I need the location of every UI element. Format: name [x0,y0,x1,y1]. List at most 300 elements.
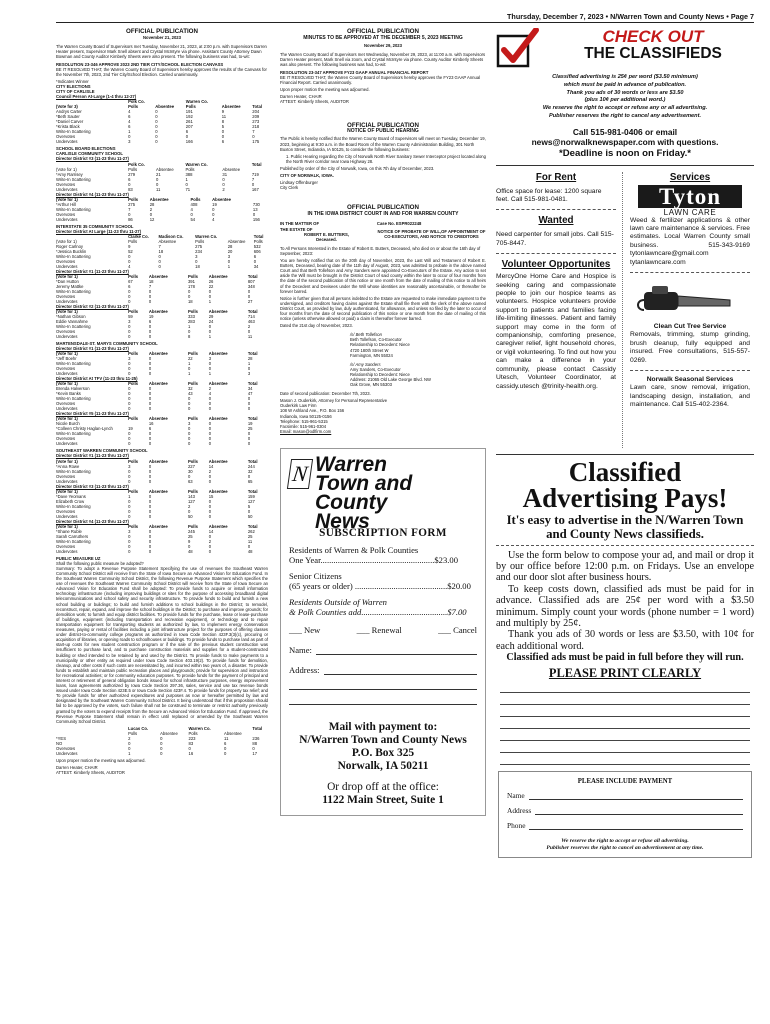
public-measure-question: Shall the following public measure be adopted? [56,560,144,566]
winner-note: *Indicates Winner [56,78,89,84]
table-cell: 0 [160,745,163,751]
table-cell: 3 [208,356,212,362]
table-cell: 273 [252,119,260,125]
table-cell: Absentee [208,416,228,422]
table-cell: 0 [148,498,152,504]
attorney-line-6: Facsimile: 515-961-0304 [280,423,327,429]
race-i35-at-large: Director District At Large (11-23 thru 11-27) [56,228,142,234]
table-cell: Write-In Scattering [56,538,91,544]
hearing-published: Published by order of the City of Norwalk, Iowa, on this 7th day of December, 2023. [280,165,435,171]
table-cell: 0 [128,298,131,304]
deadline-note: *Deadline is noon on Friday.* [558,147,692,159]
table-cell: 0 [208,401,212,407]
table-cell: 0 [208,426,212,432]
table-cell: 0 [148,503,152,509]
classifieds-title: THE CLASSIFIEDS [584,45,722,62]
table-cell: 16 [148,421,154,427]
table-cell: Polls [128,523,139,529]
table-cell: Total [247,273,258,279]
table-cell: 7 [252,129,255,135]
table-cell: 2 [208,386,212,392]
minutes-subheading: MINUTES TO BE APPROVED AT THE DECEMBER 5, 2023 MEETING [303,35,463,42]
office-address: 1122 Main Street, Suite 1 [322,793,444,806]
table-cell: 127 [247,498,255,504]
table-cell: 218 [252,124,260,130]
race-sew-d3: Director District #3 (11-23 thru 11-27) [56,483,129,489]
classified-instructions-3: Thank you ads of 30 words or less are $3.50, with 10¢ for each additional word. [496,629,754,652]
table-cell: 192 [185,114,193,120]
table-cell: 244 [247,463,255,469]
table-cell: 6 [128,114,131,120]
ad-write-line[interactable] [500,741,750,753]
table-cell: 0 [148,401,152,407]
classified-instructions-4: Classified ads must be paid in full before they will run. [506,652,744,664]
table-cell: 0 [187,543,191,549]
table-cell: 11 [155,186,161,192]
name-field[interactable] [289,645,477,655]
ad-compose-lines[interactable] [496,681,754,765]
payment-address-field[interactable] [507,806,743,815]
table-cell: 63 [187,478,193,484]
payment-phone-line[interactable] [529,823,743,830]
table-cell: 0 [128,288,131,294]
table-cell: Polls [187,273,198,279]
table-cell: Undervotes [56,298,78,304]
table-cell: 0 [128,386,131,392]
ad-write-line[interactable] [500,681,750,693]
call-line: Call 515-981-0406 or email [572,126,678,137]
table-cell: 48 [247,548,253,554]
rate-line-6: Publisher reserves the right to cancel any advertisement. [548,112,702,119]
table-cell: 1 [208,298,212,304]
table-cell: 0 [252,745,255,751]
table-cell: Absentee [208,273,228,279]
classified-ads-grid [496,166,754,448]
ad-write-line[interactable] [500,705,750,717]
table-cell: *Beth Sauter [56,114,80,120]
table-cell: Polls [187,351,198,357]
table-cell: Write-In Scattering [56,361,91,367]
minutes-adjourn: Upon proper motion the meeting was adjourned. [280,86,370,92]
table-cell: 275 [128,201,136,207]
table-cell: 3 [128,528,131,534]
race-msm-d1: Director District #1 (11-23 thru 11-27) [56,346,129,352]
table-cell: 0 [128,396,131,402]
table-cell: 18 [187,298,193,304]
table-cell: 348 [247,283,255,289]
table-cell: 32 [187,386,193,392]
table-cell: 88 [252,740,258,746]
table-cell: Polls [128,104,139,110]
chainsaw-icon [630,278,750,318]
classified-instructions-1: Use the form below to compose your ad, and mail or drop it by our office before 12:00 p.m. on Fridays. Use an envelope and our door slot after business hours. [496,549,754,584]
table-cell: Madison Co. [158,233,184,239]
table-cell: 261 [185,119,193,125]
table-cell: Absentee [148,308,168,314]
column-2-notices [280,28,486,1018]
table-cell: Absentee [208,523,228,529]
table-cell: Roger Carlnoy [56,243,83,249]
rate-line-3: Thank you ads of 30 words or less are $3.50 [566,89,684,96]
table-cell: 0 [208,436,212,442]
table-cell: Elizabeth Crow [56,498,85,504]
table-cell: Absentee [212,196,231,202]
table-cell: 9 [187,538,191,544]
table-cell: *Jeff Boehr [56,356,77,362]
table-cell: 6 [128,176,131,182]
ad-write-line[interactable] [500,729,750,741]
table-cell: 0 [148,528,152,534]
table-cell: Warren Co. [185,99,208,105]
table-cell: 0 [247,431,251,437]
probate-para-2: Notice is further given that all persons indebted to the Estate are requested to make immediate payment to the undersigned, and creditors having claims against the Estate shall file them with the clerk of the above named District Court, as provided by law, duly authenticated, for allowance, and unless so filed by the later to occur of four months from the date of second publication of this notice or one month from the date of mailing of this notice (unless otherwise allowed or paid) a claim is thereafter forever barred. [280,295,486,322]
table-cell: (Vote for 1) [56,308,78,314]
rate-local-label: Residents of Warren & Polk Counties [289,544,419,555]
table-cell: 25 [247,533,253,539]
tree-service-heading: Clean Cut Tree Service [653,323,727,331]
table-cell: 7 [251,176,255,182]
rate-line-5: We reserve the right to accept or refuse any or all advertising. [542,105,708,112]
table-cell: Polls [128,351,139,357]
address-line-2[interactable] [289,689,477,690]
table-cell: Absentee [208,381,228,387]
table-cell: 0 [185,181,188,187]
table-cell: 54 [190,216,196,222]
table-cell: 0 [128,431,131,437]
table-cell: Undervotes [56,548,78,554]
table-cell: Overvotes [56,328,76,334]
table-cell: 0 [187,473,191,479]
table-cell: 0 [208,498,212,504]
for-rent-heading: For Rent [535,171,577,183]
option-cancel-checkbox[interactable]: ___ Cancel [438,624,477,635]
table-cell: Polls [188,730,198,736]
table-cell: 0 [148,361,152,367]
check-out-title: CHECK OUT [602,28,704,46]
payment-name-line[interactable] [529,793,743,800]
table-cell: 0 [128,181,131,187]
table-cell: Nicole Burch [56,421,80,427]
table-cell: Total [251,161,262,167]
table-cell: (Vote for 1) [56,351,78,357]
table-cell: 0 [148,396,152,402]
table-cell: 0 [195,258,198,264]
sig-2-name: Amy Sanders, Co-Executor [350,366,401,372]
table-cell: Undervotes [56,406,78,412]
vote-table-i35-d2 [56,309,268,339]
table-cell: Undervotes [56,478,78,484]
table-cell: 27 [247,298,253,304]
notice-heading: OFFICIAL PUBLICATION [126,28,198,35]
table-cell: *Kevin Banks [56,391,81,397]
table-cell: 234 [195,248,203,254]
payment-address-line[interactable] [535,808,743,815]
table-cell: 4 [212,216,215,222]
table-cell: Overvotes [56,543,76,549]
table-cell: Total [247,381,258,387]
ad-write-line[interactable] [500,717,750,729]
minutes-heading: OFFICIAL PUBLICATION [347,28,419,35]
table-cell: 0 [128,406,131,412]
minutes-resolution-body: BE IT RESOLVED THAT, the Warren County Board of Supervisors hereby approves the FY23 GAAP Annual Financial Report. Carried unanimously. [280,74,481,85]
table-cell: 28 [149,201,155,207]
table-cell: 0 [148,538,152,544]
table-cell: Undervotes [56,513,78,519]
table-cell: 127 [187,498,195,504]
section-southeast: SOUTHEAST WARREN COMMUNITY SCHOOL [56,448,148,454]
table-cell: 0 [160,735,163,741]
table-cell: Absentee [148,273,168,279]
table-cell: Write-In Scattering [56,176,91,182]
payment-phone-field[interactable] [507,821,743,830]
table-cell: Overvotes [56,181,76,187]
table-cell: Absentee [208,458,228,464]
table-cell: (Vote for 1) [56,166,77,172]
table-cell: 7 [148,283,152,289]
table-cell: Absentee [148,381,168,387]
table-cell: 0 [128,513,131,519]
table-cell: Absentee [208,308,228,314]
table-cell: 0 [155,114,158,120]
mail-heading: Mail with payment to: [328,720,438,733]
table-cell: 1 [187,371,191,377]
table-cell: 0 [128,543,131,549]
table-cell: 0 [208,421,212,427]
table-cell: 0 [128,253,131,259]
table-cell: 0 [208,543,212,549]
table-cell: Undervotes [56,333,78,339]
table-cell: 0 [227,258,231,264]
vote-table-sew-d3 [56,489,268,519]
table-cell: Andrys Carter [56,109,82,115]
table-cell: 3 [227,253,231,259]
table-cell: Polls [128,416,139,422]
ads-right-column [630,172,750,410]
table-cell: Absentee [155,104,175,110]
attorney-line-4: Indianola, Iowa 50125-0156 [280,413,332,419]
table-cell: Warren Co. [195,233,218,239]
table-cell: 16 [188,750,194,756]
table-cell: Undervotes [56,139,78,145]
logo-n-mark-icon: N [287,459,313,489]
table-cell: 391 [187,278,195,284]
classifieds-banner [496,28,754,68]
table-cell: 0 [208,508,212,514]
table-cell: Overvotes [56,293,76,299]
table-cell: Absentee [148,416,168,422]
table-cell: 0 [212,206,215,212]
race-msm-d5: Director District #5 (11-23 thru 11-27) [56,411,129,417]
table-cell: 0 [247,436,251,442]
table-cell: 7 [158,243,161,249]
table-cell: 0 [247,396,251,402]
address-field[interactable] [289,665,477,675]
table-cell: 0 [128,508,131,514]
table-cell: 0 [128,473,131,479]
logo-line-3: News [315,509,370,533]
table-cell: Polls [128,238,138,244]
logo-line-2: Town and County [315,471,413,514]
vote-table-i35-at-large [56,234,268,269]
option-renewal-checkbox[interactable]: ___ Renewal [356,624,402,635]
table-cell: Polls [187,523,198,529]
table-cell: Total [247,488,258,494]
table-cell: 0 [148,333,152,339]
table-cell: 0 [185,134,189,140]
payment-name-field[interactable] [507,791,743,800]
table-cell: 0 [208,548,212,554]
table-cell: 2 [247,323,251,329]
table-cell: Absentee [160,730,178,736]
checkmark-icon [496,28,544,68]
table-cell: 0 [128,468,131,474]
race-i35-d1: Director District #1 (11-23 thru 11-27) [56,268,129,274]
table-cell: 18 [195,263,200,269]
table-cell: Polls [253,238,263,244]
table-cell: 0 [155,129,158,135]
mail-name: N/Warren Town and County News [299,733,467,746]
table-cell: 1 [247,361,251,367]
table-cell: 30 [187,468,193,474]
tyton-logo: Tyton [638,185,742,208]
table-cell: (Vote for 3) [56,104,78,110]
table-cell: 0 [128,211,131,217]
table-cell: 13 [252,206,258,212]
table-cell: 1 [187,323,191,329]
ad-write-line[interactable] [500,753,750,765]
table-cell: 532 [253,243,261,249]
table-cell: Polls [128,730,138,736]
table-cell: Absentee [227,238,246,244]
table-cell: 262 [247,528,255,534]
minutes-sign-auditor: ATTEST: Kimberly Sheets, AUDITOR [280,99,349,105]
table-cell: 11 [247,538,253,544]
table-cell: 0 [188,745,191,751]
table-cell: 59 [128,313,133,319]
table-cell: 31 [222,171,228,177]
table-cell: 0 [128,361,131,367]
table-cell: 1 [185,176,188,182]
table-cell: 0 [247,293,251,299]
table-cell: 6 [221,139,225,145]
table-cell: 0 [128,371,131,377]
table-cell: 20 [227,248,233,254]
table-cell: 14 [208,528,214,534]
table-cell: Undervotes [56,216,78,222]
section-school-board: SCHOOL BOARD ELECTIONS [56,146,116,152]
table-cell: 0 [187,426,191,432]
table-cell: Overvotes [56,211,76,217]
table-cell: 0 [128,366,131,372]
table-cell: 0 [155,124,158,130]
table-cell: 0 [155,119,158,125]
office-heading: Or drop off at the office: [327,780,439,793]
table-cell: Total [252,104,262,110]
table-cell: 2 [128,735,131,741]
minutes-date: November 29, 2023 [364,43,402,49]
email-line: news@norwalknewspaper.com with questions. [531,137,719,148]
volunteer-heading: Volunteer Opportunites [501,259,611,271]
table-cell: Brenda Halverson [56,386,90,392]
classified-pays-title-1: Classified [568,456,682,487]
table-cell: 0 [208,513,212,519]
table-cell: 86 [128,216,133,222]
name-line[interactable] [316,647,477,655]
table-cell: 11 [247,333,253,339]
table-cell: 0 [148,323,152,329]
table-cell: 3 [128,463,131,469]
table-cell: Undervotes [56,186,78,192]
table-cell: 0 [208,361,212,367]
ad-write-line[interactable] [500,693,750,705]
table-cell: 0 [252,211,256,217]
table-cell: 0 [208,473,212,479]
address-line-1[interactable] [324,667,477,675]
sig-1-relationship: Relationship to Decedent: Niece [350,342,410,348]
table-cell: Polls [187,458,198,464]
table-cell: 22 [187,356,193,362]
table-cell: Absentee [149,196,169,202]
table-cell: Polk Co. [128,161,145,167]
table-cell: 0 [128,478,131,484]
option-new-checkbox[interactable]: ___ New [289,624,321,635]
probate-matter-2: THE ESTATE OF [280,226,313,232]
table-cell: 0 [148,441,152,447]
table-cell: 0 [128,293,131,299]
table-cell: 8 [221,119,225,125]
probate-court: IN THE IOWA DISTRICT COURT IN AND FOR WARREN COUNTY [307,211,459,218]
table-cell: 0 [208,441,212,447]
table-cell: 0 [208,366,212,372]
table-cell: 0 [208,431,212,437]
rate-line-4: (plus 10¢ per additional word.) [584,97,666,104]
table-cell: 223 [188,735,196,741]
subscription-form [280,448,486,816]
table-cell: 0 [148,478,152,484]
race-i35-d2: Director District #2 (11-23 thru 11-27) [56,303,129,309]
table-cell: 8 [187,333,191,339]
resolution-title: RESOLUTION 23-346 APPROVE 2023 2ND TIER CITY/SCHOOL ELECTION CANVASS [56,61,224,67]
table-cell: 204 [252,109,260,115]
rate-senior-label: Senior Citizens [289,570,342,581]
subscription-form-title: SUBSCRIPTION FORM [319,526,447,539]
subscription-options [289,625,477,635]
table-cell: 227 [187,463,195,469]
race-carlisle-d4: Director District #4 (11-23 thru 11-27) [56,191,129,197]
table-cell: Total [247,458,258,464]
for-rent-ad: Office space for lease: 1200 square feet. Call 515-981-0481. [496,187,602,203]
table-cell: 0 [208,478,212,484]
attorney-line-2: Ouderkirk Law Firm [280,403,317,409]
sig-2-street: Address: 21065 Old Lake George Blvd. NW [350,377,431,383]
table-cell: Polls [190,196,201,202]
table-cell: *Shane Ruble [56,528,82,534]
table-cell: 21 [155,171,161,177]
attorney-email: Email: mason@odlfirm.com [280,428,332,434]
table-cell: Write-In Scattering [56,206,91,212]
table-cell: (Vote for 1) [56,416,78,422]
table-cell: 143 [187,493,195,499]
table-cell: 0 [128,258,131,264]
vote-table-sew-d1 [56,459,268,484]
table-cell: *Krista Black [56,124,80,130]
classified-pays-subtitle: It's easy to advertise in the N/Warren Town and County News classifieds. [506,512,744,541]
table-cell: 4 [128,263,131,269]
table-cell: Overvotes [56,473,76,479]
table-cell: 714 [247,313,255,319]
table-cell: 0 [128,328,131,334]
table-cell: 0 [128,745,131,751]
